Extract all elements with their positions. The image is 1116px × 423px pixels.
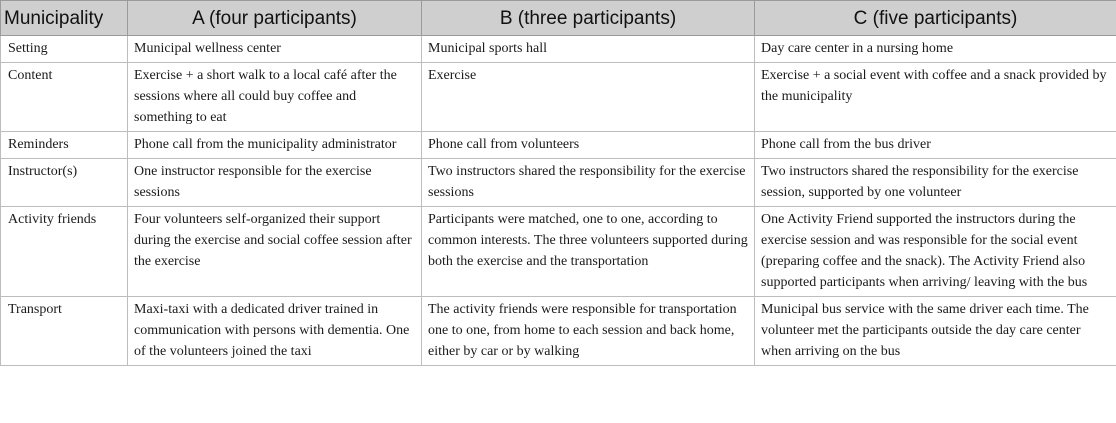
cell-a: Maxi-taxi with a dedicated driver trained in communication with persons with dementia. One of the volunteers joined the taxi: [128, 297, 422, 366]
table-body: [1, 36, 1116, 366]
cell-b: Phone call from volunteers: [422, 132, 755, 159]
table-row: [1, 132, 1116, 159]
table-row: [1, 159, 1116, 207]
cell-a: Municipal wellness center: [128, 36, 422, 63]
row-label: Setting: [1, 36, 128, 63]
cell-a: Four volunteers self-organized their support during the exercise and social coffee session after the exercise: [128, 207, 422, 297]
table-row: [1, 297, 1116, 366]
cell-c: Exercise + a social event with coffee and a snack provided by the municipality: [755, 63, 1116, 132]
row-label: Instructor(s): [1, 159, 128, 207]
cell-c: One Activity Friend supported the instructors during the exercise session and was responsible for the social event (preparing coffee and the snack). The Activity Friend also supported participants when arriving/ leaving with the bus: [755, 207, 1116, 297]
cell-a: Phone call from the municipality administrator: [128, 132, 422, 159]
cell-c: Two instructors shared the responsibility for the exercise session, supported by one volunteer: [755, 159, 1116, 207]
cell-c: Municipal bus service with the same driver each time. The volunteer met the participants outside the day care center when arriving on the bus: [755, 297, 1116, 366]
header-c: C (five participants): [755, 1, 1116, 36]
table-row: [1, 207, 1116, 297]
cell-b: Municipal sports hall: [422, 36, 755, 63]
cell-c: Phone call from the bus driver: [755, 132, 1116, 159]
row-label: Transport: [1, 297, 128, 366]
header-b: B (three participants): [422, 1, 755, 36]
header-a: A (four participants): [128, 1, 422, 36]
table-row: [1, 36, 1116, 63]
cell-b: Exercise: [422, 63, 755, 132]
cell-b: Participants were matched, one to one, according to common interests. The three volunteers supported during both the exercise and the transportation: [422, 207, 755, 297]
cell-a: One instructor responsible for the exercise sessions: [128, 159, 422, 207]
table-row: [1, 63, 1116, 132]
header-municipality: Municipality: [1, 1, 128, 36]
row-label: Reminders: [1, 132, 128, 159]
table-header: [1, 1, 1116, 36]
row-label: Content: [1, 63, 128, 132]
cell-b: The activity friends were responsible for transportation one to one, from home to each session and back home, either by car or by walking: [422, 297, 755, 366]
cell-a: Exercise + a short walk to a local café after the sessions where all could buy coffee and something to eat: [128, 63, 422, 132]
cell-c: Day care center in a nursing home: [755, 36, 1116, 63]
cell-b: Two instructors shared the responsibility for the exercise sessions: [422, 159, 755, 207]
header-row: [1, 1, 1116, 36]
row-label: Activity friends: [1, 207, 128, 297]
